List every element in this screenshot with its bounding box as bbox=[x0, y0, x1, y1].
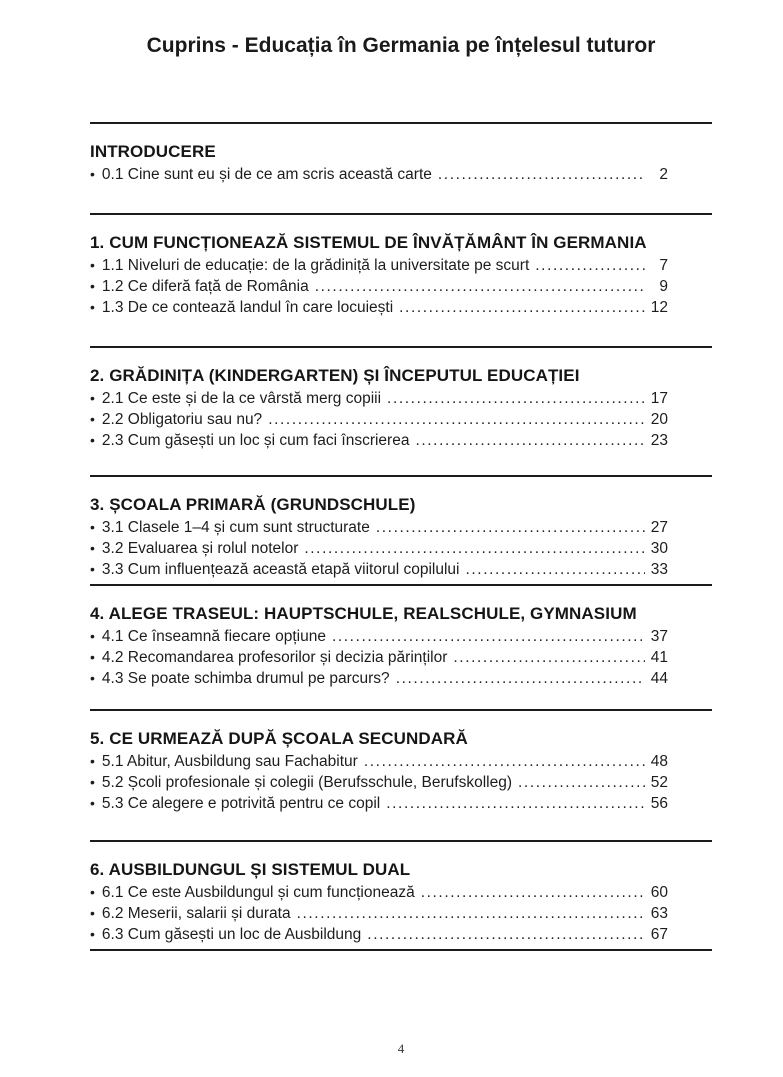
dot-leader bbox=[535, 256, 645, 276]
section-entry-list bbox=[90, 626, 712, 689]
toc-entry bbox=[90, 903, 668, 924]
entry-page-number: 23 bbox=[650, 432, 668, 449]
footer-page-number: 4 bbox=[397, 1041, 405, 1056]
entry-page-number: 37 bbox=[650, 628, 668, 645]
dot-leader bbox=[268, 410, 645, 430]
entry-page-number: 27 bbox=[650, 519, 668, 536]
entry-page-number: 20 bbox=[650, 411, 668, 428]
dot-leader bbox=[415, 431, 645, 451]
dot-leader bbox=[518, 773, 645, 793]
entry-title: 2.3 Cum găsești un loc și cum faci înscrierea bbox=[101, 432, 410, 449]
bullet-icon: • bbox=[90, 561, 95, 577]
toc-entry bbox=[90, 276, 668, 297]
toc-section bbox=[90, 840, 712, 945]
entry-title: 5.2 Școli profesionale și colegii (Berufsschule, Berufskolleg) bbox=[101, 774, 512, 791]
toc-entry bbox=[90, 255, 668, 276]
toc-section bbox=[90, 709, 712, 814]
entry-title: 1.1 Niveluri de educație: de la grădiniță la universitate pe scurt bbox=[101, 257, 530, 274]
entry-page-number: 56 bbox=[650, 795, 668, 812]
entry-title: 6.2 Meserii, salarii și durata bbox=[101, 905, 291, 922]
dot-leader bbox=[304, 539, 645, 559]
section-heading: 6. AUSBILDUNGUL ȘI SISTEMUL DUAL bbox=[90, 860, 411, 879]
dot-leader bbox=[438, 165, 645, 185]
toc-entry bbox=[90, 647, 668, 668]
dot-leader bbox=[367, 925, 645, 945]
entry-page-number: 48 bbox=[650, 753, 668, 770]
dot-leader bbox=[399, 298, 645, 318]
dot-leader bbox=[387, 389, 645, 409]
toc-section bbox=[90, 475, 712, 580]
bullet-icon: • bbox=[90, 670, 95, 686]
entry-page-number: 7 bbox=[659, 257, 668, 274]
toc-entry bbox=[90, 388, 668, 409]
toc-entry bbox=[90, 559, 668, 580]
section-divider bbox=[90, 346, 712, 348]
bullet-icon: • bbox=[90, 166, 95, 182]
bullet-icon: • bbox=[90, 278, 95, 294]
bullet-icon: • bbox=[90, 519, 95, 535]
section-divider bbox=[90, 122, 712, 124]
toc-entry bbox=[90, 793, 668, 814]
entry-page-number: 52 bbox=[650, 774, 668, 791]
bullet-icon: • bbox=[90, 628, 95, 644]
entry-title: 2.1 Ce este și de la ce vârstă merg copiii bbox=[101, 390, 382, 407]
entry-page-number: 67 bbox=[650, 926, 668, 943]
section-divider bbox=[90, 709, 712, 711]
section-heading: INTRODUCERE bbox=[90, 142, 216, 161]
toc-entry bbox=[90, 626, 668, 647]
section-entry-list bbox=[90, 388, 712, 451]
page-title: Cuprins - Educația în Germania pe înțelesul tuturor bbox=[146, 34, 656, 57]
entry-title: 3.3 Cum influențează această etapă viitorul copilului bbox=[101, 561, 460, 578]
entry-page-number: 44 bbox=[650, 670, 668, 687]
toc-section bbox=[90, 584, 712, 689]
entry-page-number: 63 bbox=[650, 905, 668, 922]
entry-title: 1.2 Ce diferă față de România bbox=[101, 278, 309, 295]
section-heading: 5. CE URMEAZĂ DUPĂ ȘCOALA SECUNDARĂ bbox=[90, 729, 468, 748]
entry-page-number: 33 bbox=[650, 561, 668, 578]
entry-page-number: 41 bbox=[650, 649, 668, 666]
entry-title: 5.1 Abitur, Ausbildung sau Fachabitur bbox=[101, 753, 358, 770]
toc-section bbox=[90, 122, 712, 185]
bullet-icon: • bbox=[90, 299, 95, 315]
bullet-icon: • bbox=[90, 753, 95, 769]
document-page bbox=[0, 33, 783, 1057]
dot-leader bbox=[376, 518, 645, 538]
section-heading: 3. ȘCOALA PRIMARĂ (GRUNDSCHULE) bbox=[90, 495, 416, 514]
bullet-icon: • bbox=[90, 905, 95, 921]
section-entry-list bbox=[90, 882, 712, 945]
bullet-icon: • bbox=[90, 795, 95, 811]
dot-leader bbox=[364, 752, 645, 772]
entry-page-number: 17 bbox=[650, 390, 668, 407]
dot-leader bbox=[297, 904, 645, 924]
bullet-icon: • bbox=[90, 411, 95, 427]
dot-leader bbox=[453, 648, 645, 668]
bullet-icon: • bbox=[90, 540, 95, 556]
toc-entry bbox=[90, 668, 668, 689]
toc-entry bbox=[90, 517, 668, 538]
bullet-icon: • bbox=[90, 774, 95, 790]
section-divider bbox=[90, 584, 712, 586]
section-divider bbox=[90, 213, 712, 215]
toc-entry bbox=[90, 924, 668, 945]
toc-entry bbox=[90, 882, 668, 903]
bullet-icon: • bbox=[90, 390, 95, 406]
entry-title: 0.1 Cine sunt eu și de ce am scris această carte bbox=[101, 166, 432, 183]
entry-page-number: 9 bbox=[659, 278, 668, 295]
page-footer bbox=[90, 1041, 712, 1057]
entry-title: 3.1 Clasele 1–4 și cum sunt structurate bbox=[101, 519, 370, 536]
section-divider bbox=[90, 475, 712, 477]
bullet-icon: • bbox=[90, 257, 95, 273]
entry-title: 2.2 Obligatoriu sau nu? bbox=[101, 411, 263, 428]
section-entry-list bbox=[90, 751, 712, 814]
dot-leader bbox=[421, 883, 645, 903]
section-heading: 4. ALEGE TRASEUL: HAUPTSCHULE, REALSCHULE, GYMNASIUM bbox=[90, 604, 637, 623]
entry-title: 4.2 Recomandarea profesorilor și decizia părinților bbox=[101, 649, 448, 666]
dot-leader bbox=[465, 560, 645, 580]
entry-page-number: 60 bbox=[650, 884, 668, 901]
entry-title: 4.1 Ce înseamnă fiecare opțiune bbox=[101, 628, 326, 645]
entry-page-number: 2 bbox=[659, 166, 668, 183]
entry-page-number: 30 bbox=[650, 540, 668, 557]
dot-leader bbox=[396, 669, 645, 689]
toc-entry bbox=[90, 538, 668, 559]
section-heading: 2. GRĂDINIȚA (KINDERGARTEN) ȘI ÎNCEPUTUL EDUCAȚIEI bbox=[90, 366, 580, 385]
toc-entry bbox=[90, 430, 668, 451]
closing-divider bbox=[90, 949, 712, 951]
bullet-icon: • bbox=[90, 926, 95, 942]
entry-title: 5.3 Ce alegere e potrivită pentru ce copil bbox=[101, 795, 381, 812]
dot-leader bbox=[386, 794, 645, 814]
section-divider bbox=[90, 840, 712, 842]
section-entry-list bbox=[90, 255, 712, 318]
entry-title: 1.3 De ce contează landul în care locuiești bbox=[101, 299, 394, 316]
toc-section bbox=[90, 213, 712, 318]
bullet-icon: • bbox=[90, 649, 95, 665]
toc-entry bbox=[90, 772, 668, 793]
section-heading: 1. CUM FUNCȚIONEAZĂ SISTEMUL DE ÎNVĂȚĂMÂNT ÎN GERMANIA bbox=[90, 233, 647, 252]
toc-entry bbox=[90, 409, 668, 430]
entry-title: 6.3 Cum găsești un loc de Ausbildung bbox=[101, 926, 362, 943]
entry-page-number: 12 bbox=[650, 299, 668, 316]
dot-leader bbox=[315, 277, 645, 297]
bullet-icon: • bbox=[90, 884, 95, 900]
bullet-icon: • bbox=[90, 432, 95, 448]
entry-title: 6.1 Ce este Ausbildungul și cum funcționează bbox=[101, 884, 415, 901]
toc-entry bbox=[90, 164, 668, 185]
section-entry-list bbox=[90, 517, 712, 580]
toc-section bbox=[90, 346, 712, 451]
section-entry-list bbox=[90, 164, 712, 185]
table-of-contents bbox=[90, 122, 712, 945]
entry-title: 4.3 Se poate schimba drumul pe parcurs? bbox=[101, 670, 390, 687]
toc-entry bbox=[90, 297, 668, 318]
toc-entry bbox=[90, 751, 668, 772]
entry-title: 3.2 Evaluarea și rolul notelor bbox=[101, 540, 299, 557]
dot-leader bbox=[332, 627, 645, 647]
